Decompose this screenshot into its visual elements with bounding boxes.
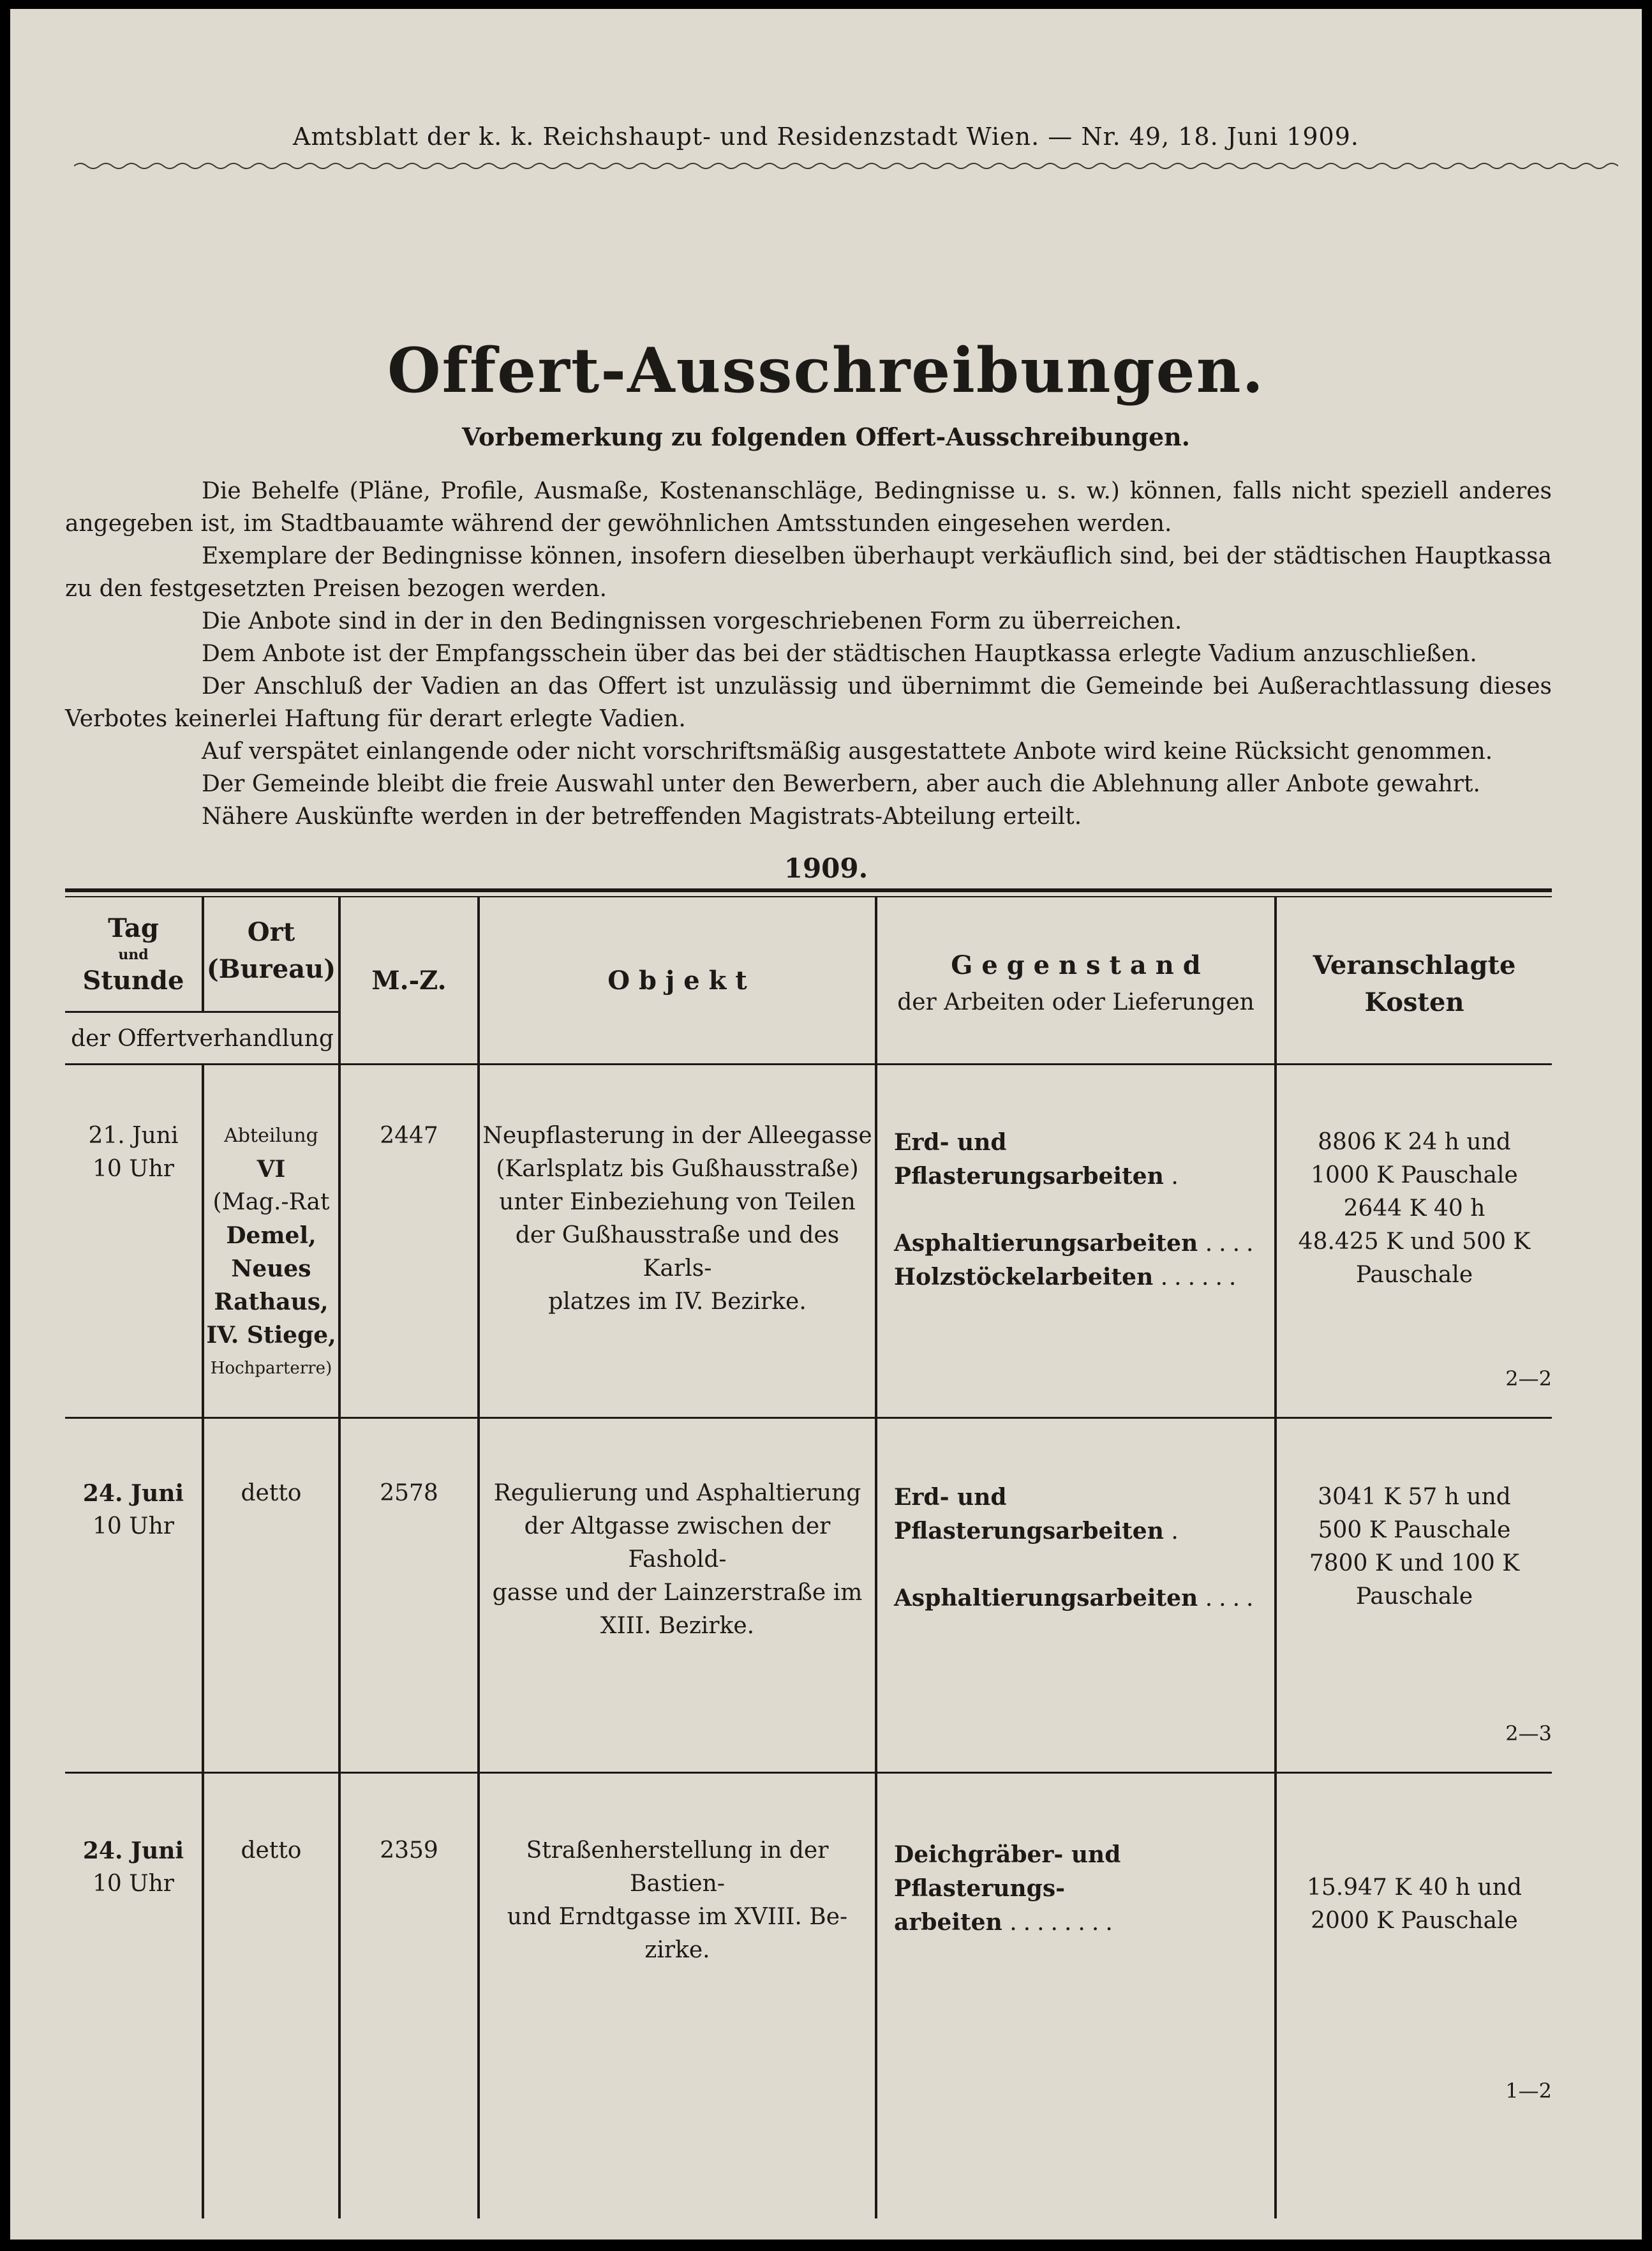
- header-bottom-rule: [65, 1063, 1552, 1065]
- intro-paragraph: Nähere Auskünfte werden in der betreffenden Magistrats-Abteilung erteilt.: [202, 804, 1082, 830]
- table-row-1-ref: 2—2: [1505, 1366, 1552, 1391]
- intro-text: [65, 475, 1552, 833]
- page: [10, 9, 1642, 2240]
- intro-paragraph: Der Anschluß der Vadien an das Offert ist unzulässig und übernimmt die Gemeinde bei Außerachtlassung dieses Verbotes keinerlei Haftung für derart erlegte Vadien.: [65, 673, 1552, 732]
- table-row-1-tag: 21. Juni 10 Uhr: [88, 1123, 179, 1182]
- page-subtitle: Vorbemerkung zu folgenden Offert-Ausschreibungen.: [462, 423, 1190, 451]
- table-row-2-mz: 2578: [380, 1480, 438, 1506]
- header-mz: M.-Z.: [371, 966, 447, 996]
- column-divider: [875, 897, 877, 2218]
- intro-paragraph: Die Anbote sind in der in den Bedingnissen vorgeschriebenen Form zu überreichen.: [202, 608, 1182, 634]
- table-row-3-ort: detto: [241, 1837, 302, 1864]
- intro-paragraph: Exemplare der Bedingnisse können, insofern dieselben überhaupt verkäuflich sind, bei der städtischen Hauptkassa zu den festgesetzten Preisen bezogen werden.: [65, 543, 1552, 602]
- header-kosten: Veranschlagte Kosten: [1313, 950, 1516, 1017]
- table-row-3-mz: 2359: [380, 1837, 438, 1864]
- header-offertverhandlung: der Offertverhandlung: [71, 1026, 334, 1052]
- table-row-2-ref: 2—3: [1505, 1721, 1552, 1746]
- table-row-3-ref: 1—2: [1505, 2079, 1552, 2103]
- page-title: Offert-Ausschreibungen.: [387, 334, 1265, 407]
- column-divider: [338, 897, 341, 2218]
- row-divider: [65, 1417, 1552, 1419]
- table-row-2-kosten: 3041 K 57 h und 500 K Pauschale 7800 K und 100 K Pauschale: [1309, 1484, 1520, 1610]
- header-tag: Tag und Stunde: [82, 913, 184, 996]
- table-top-rule-thin: [65, 896, 1552, 897]
- year-heading: 1909.: [784, 853, 868, 884]
- header-ort: Ort (Bureau): [206, 917, 336, 984]
- table-row-1-gegenstand: Erd- und Pflasterungsarbeiten . Asphaltierungsarbeiten .... Holzstöckelarbeiten ......: [894, 1129, 1260, 1290]
- intro-paragraph: Die Behelfe (Pläne, Profile, Ausmaße, Kostenanschläge, Bedingnisse u. s. w.) können, falls nicht speziell anderes angegeben ist, im Stadtbauamte während der gewöhnlichen Amtsstunden eingesehen werden.: [65, 478, 1552, 537]
- header-objekt: O b j e k t: [607, 966, 747, 996]
- table-row-2-ort: detto: [241, 1480, 302, 1506]
- table-row-3-kosten: 15.947 K 40 h und 2000 K Pauschale: [1306, 1874, 1522, 1934]
- wavy-divider: [74, 161, 1618, 171]
- table-row-2-objekt: Regulierung und Asphaltierung der Altgasse zwischen der Fashold- gasse und der Lainzerstraße im XIII. Bezirke.: [492, 1480, 863, 1639]
- intro-paragraph: Der Gemeinde bleibt die freie Auswahl unter den Bewerbern, aber auch die Ablehnung aller Anbote gewahrt.: [202, 771, 1480, 797]
- table-row-1-mz: 2447: [380, 1123, 438, 1149]
- table-row-3-objekt: Straßenherstellung in der Bastien- und Erndtgasse im XVIII. Be- zirke.: [507, 1837, 848, 1963]
- table-row-2-tag: 24. Juni 10 Uhr: [82, 1480, 184, 1539]
- row-divider: [65, 1772, 1552, 1774]
- running-header: Amtsblatt der k. k. Reichshaupt- und Residenzstadt Wien. — Nr. 49, 18. Juni 1909.: [293, 123, 1359, 151]
- header-inner-rule: [65, 1011, 339, 1013]
- table-row-2-gegenstand: Erd- und Pflasterungsarbeiten . Asphaltierungsarbeiten ....: [894, 1484, 1260, 1612]
- intro-paragraph: Dem Anbote ist der Empfangsschein über das bei der städtischen Hauptkassa erlegte Vadium anzuschließen.: [202, 641, 1477, 667]
- table-row-1-objekt: Neupflasterung in der Alleegasse (Karlsplatz bis Gußhausstraße) unter Einbeziehung von Teilen der Gußhausstraße und des Karls- platzes im IV. Bezirke.: [482, 1123, 872, 1315]
- column-divider: [477, 897, 480, 2218]
- table-row-3-gegenstand: Deichgräber- und Pflasterungs- arbeiten ........: [894, 1841, 1121, 1936]
- table-row-1-kosten: 8806 K 24 h und 1000 K Pauschale 2644 K 40 h 48.425 K und 500 K Pauschale: [1298, 1129, 1531, 1288]
- table-row-1-ort: Abteilung VI (Mag.-Rat Demel, Neues Rathaus, IV. Stiege, Hochparterre): [206, 1125, 336, 1378]
- table-top-rule: [65, 888, 1552, 892]
- table-row-3-tag: 24. Juni 10 Uhr: [82, 1837, 184, 1897]
- header-gegenstand: G e g e n s t a n d der Arbeiten oder Lieferungen: [897, 950, 1254, 1015]
- intro-paragraph: Auf verspätet einlangende oder nicht vorschriftsmäßig ausgestattete Anbote wird keine Rücksicht genommen.: [202, 738, 1493, 765]
